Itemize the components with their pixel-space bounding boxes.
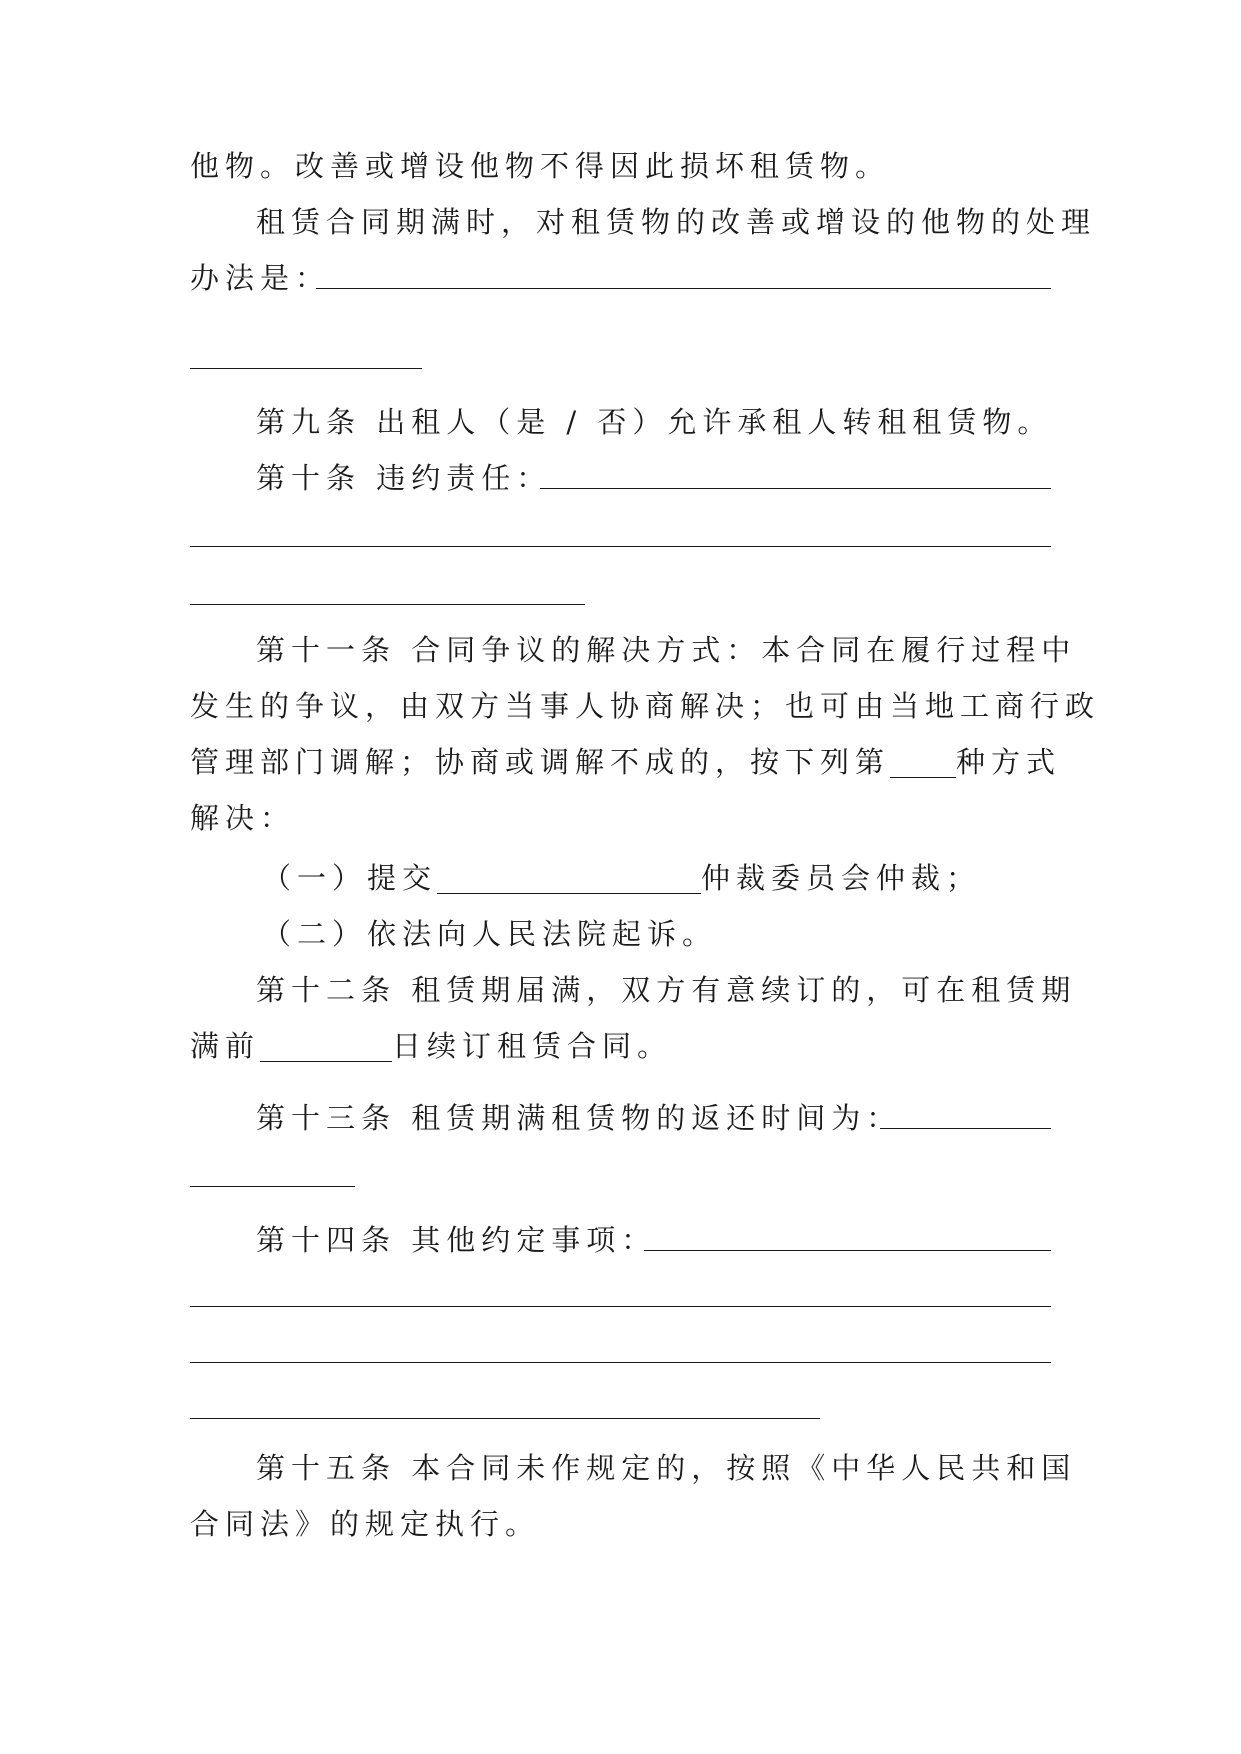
article-11-text-after: 种方式: [956, 745, 1062, 779]
fill-blank-other-matters-line-4[interactable]: [190, 1418, 820, 1419]
fill-blank-disposal-method-cont[interactable]: [190, 368, 422, 369]
article-12-text-before: 满前: [190, 1029, 261, 1063]
fill-blank-liability[interactable]: [540, 488, 1051, 489]
article-9: 第九条 出租人（是 / 否）允许承租人转租租赁物。: [256, 405, 1053, 439]
text-line-continuation: 他物。改善或增设他物不得因此损坏租赁物。: [190, 149, 891, 183]
article-10-label: 第十条 违约责任：: [256, 461, 552, 495]
article-14-label: 第十四条 其他约定事项：: [256, 1223, 657, 1257]
article-11-line-3: [190, 742, 1061, 782]
article-15-line-2: 合同法》的规定执行。: [190, 1507, 541, 1541]
option-1-text-before: （一）提交: [262, 861, 438, 895]
fill-blank-liability-line-2[interactable]: [190, 546, 1051, 547]
fill-blank-return-time-cont[interactable]: [190, 1186, 355, 1187]
fill-blank-other-matters-line-2[interactable]: [190, 1306, 1051, 1307]
text-line-article-8-disposal: 租赁合同期满时，对租赁物的改善或增设的他物的处理: [256, 205, 1097, 239]
option-litigation: （二）依法向人民法院起诉。: [262, 917, 718, 951]
fill-blank-arbitration-committee[interactable]: [437, 863, 701, 894]
fill-blank-disposal-method[interactable]: [316, 288, 1051, 289]
article-11-line-2: 发生的争议，由双方当事人协商解决；也可由当地工商行政: [190, 689, 1101, 723]
article-11-line-4: 解决：: [190, 801, 296, 835]
fill-blank-other-matters-line-3[interactable]: [190, 1362, 1051, 1363]
article-13-label: 第十三条 租赁期满租赁物的返还时间为：: [256, 1101, 902, 1135]
fill-blank-other-matters[interactable]: [644, 1250, 1051, 1251]
option-1-text-after: 仲裁委员会仲裁；: [701, 861, 982, 895]
fill-blank-liability-line-3[interactable]: [190, 604, 585, 605]
text-line-method-label: 办法是：: [190, 261, 331, 295]
article-11-text-before: 管理部门调解；协商或调解不成的，按下列第: [190, 745, 891, 779]
fill-blank-return-time[interactable]: [880, 1128, 1051, 1129]
article-15-line-1: 第十五条 本合同未作规定的，按照《中华人民共和国: [256, 1451, 1077, 1485]
article-12-line-1: 第十二条 租赁期届满，双方有意续订的，可在租赁期: [256, 973, 1077, 1007]
article-12-line-2: [190, 1026, 672, 1066]
article-12-text-after: 日续订租赁合同。: [392, 1029, 673, 1063]
fill-blank-method-number[interactable]: [890, 747, 956, 778]
option-arbitration: [262, 858, 981, 898]
fill-blank-renewal-days[interactable]: [260, 1031, 392, 1062]
article-11-line-1: 第十一条 合同争议的解决方式：本合同在履行过程中: [256, 633, 1077, 667]
